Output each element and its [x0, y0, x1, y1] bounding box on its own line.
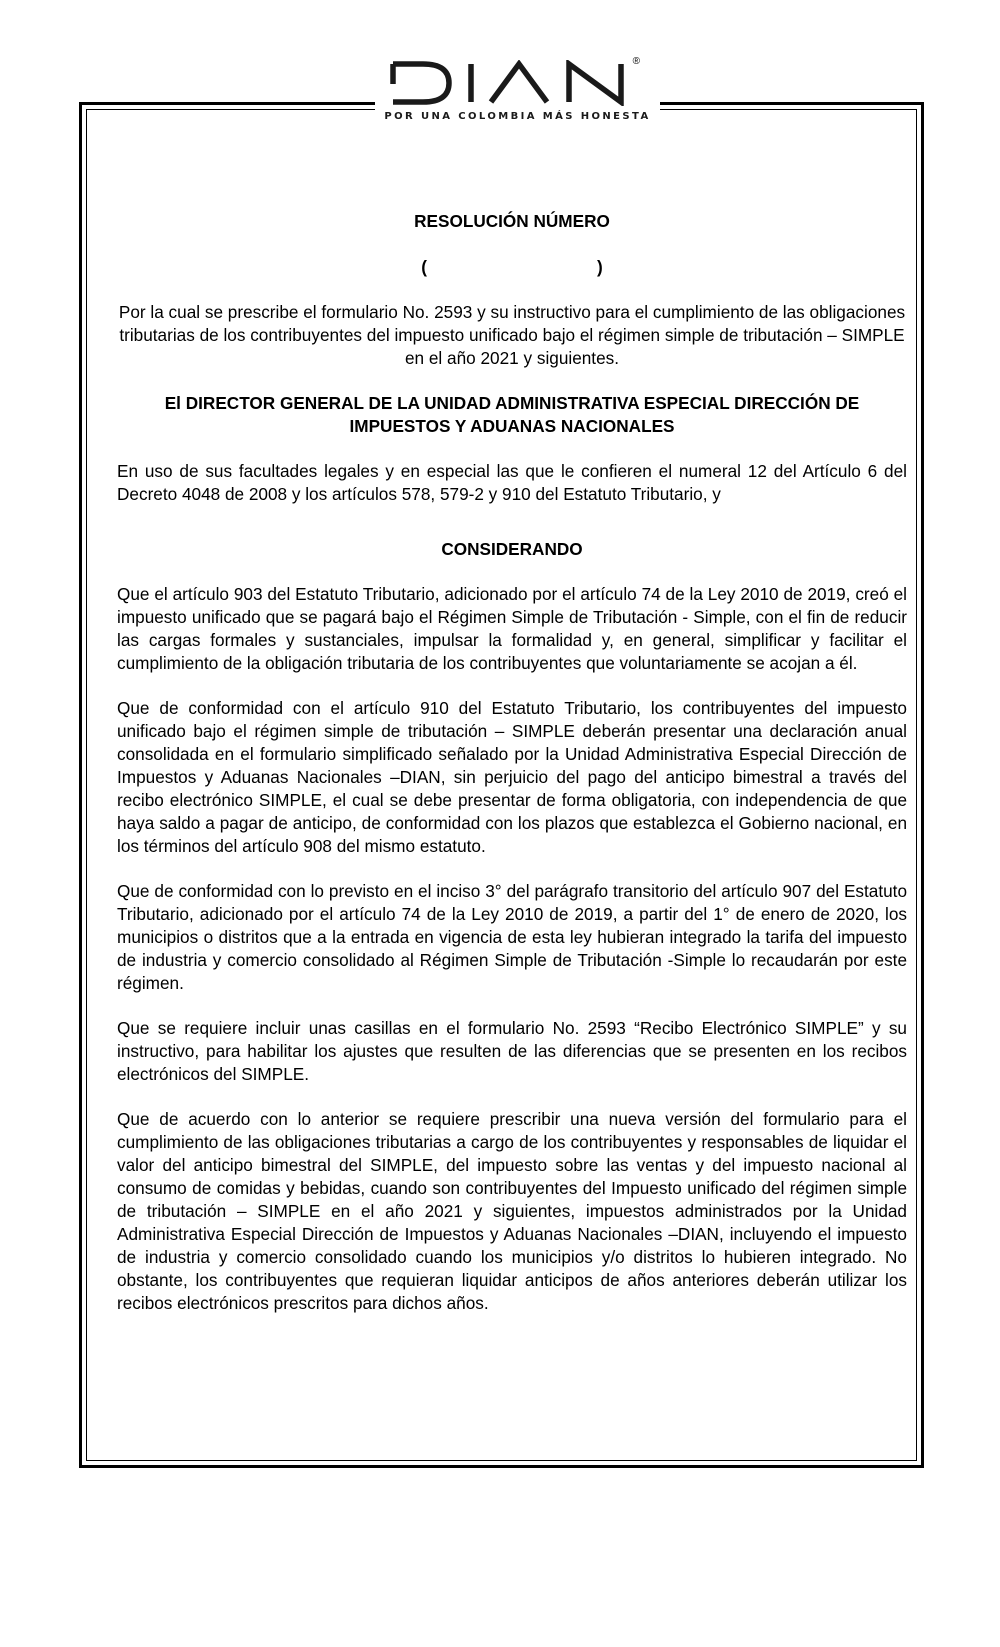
dian-wordmark-icon [389, 60, 647, 106]
logo-text: DIAN [388, 60, 391, 61]
document-body [117, 210, 907, 1315]
resolution-powers: En uso de sus facultades legales y en especial las que le confieren el numeral 12 del Artículo 6 del Decreto 4048 de 2008 y los artículos 578, 579-2 y 910 del Estatuto Tributario, y [117, 461, 907, 504]
logo-tagline: POR UNA COLOMBIA MÁS HONESTA [384, 111, 651, 122]
considering-paragraph-1: Que el artículo 903 del Estatuto Tributario, adicionado por el artículo 74 de la Ley 2010 de 2019, creó el impuesto unificado que se pagará bajo el Régimen Simple de Tributación - Simple, con el fin de reducir las cargas formales y sustanciales, impulsar la formalidad y, en general, simplificar y facilitar el cumplimiento de la obligación tributaria de los contribuyentes que voluntariamente se acojan a él. [117, 584, 907, 673]
dian-logo [375, 56, 660, 136]
considering-paragraph-5: Que de acuerdo con lo anterior se requiere prescribir una nueva versión del formulario para el cumplimiento de las obligaciones tributarias a cargo de los contribuyentes y responsables de liquidar el valor del anticipo bimestral del SIMPLE, del impuesto sobre las ventas y del impuesto nacional al consumo de comidas y bebidas, cuando son contribuyentes del Impuesto unificado del régimen simple de tributación – SIMPLE en el año 2021 y siguientes, impuestos administrados por la Unidad Administrativa Especial Dirección de Impuestos y Aduanas Nacionales –DIAN, incluyendo el impuesto de industria y comercio consolidado cuando los municipios y/o distritos lo hubieren integrado. No obstante, los contribuyentes que requieran liquidar anticipos de años anteriores deberán utilizar los recibos electrónicos prescritos para dichos años. [117, 1109, 907, 1313]
resolution-subject: Por la cual se prescribe el formulario No. 2593 y su instructivo para el cumplimiento de las obligaciones tributarias de los contribuyentes del impuesto unificado bajo el régimen simple de tributación – SIMPLE en el año 2021 y siguientes. [118, 302, 906, 368]
considering-paragraph-4: Que se requiere incluir unas casillas en el formulario No. 2593 “Recibo Electrónico SIMPLE” y su instructivo, para habilitar los ajustes que resulten de las diferencias que se presenten en los recibos electrónicos del SIMPLE. [117, 1018, 907, 1084]
considering-paragraph-3: Que de conformidad con lo previsto en el inciso 3° del parágrafo transitorio del artículo 907 del Estatuto Tributario, adicionado por el artículo 74 de la Ley 2010 de 2019, a partir del 1° de enero de 2020, los municipios o distritos que a la entrada en vigencia de esta ley hubieran integrado la tarifa del impuesto de industria y comercio consolidado al Régimen Simple de Tributación -Simple lo recaudarán por este régimen. [117, 881, 907, 993]
considering-paragraph-2: Que de conformidad con el artículo 910 del Estatuto Tributario, los contribuyentes del impuesto unificado bajo el régimen simple de tributación – SIMPLE deberán presentar una declaración anual consolidada en el formulario simplificado señalado por la Unidad Administrativa Especial Dirección de Impuestos y Aduanas Nacionales –DIAN, sin perjuicio del pago del anticipo bimestral a través del recibo electrónico SIMPLE, el cual se debe presentar de forma obligatoria, con independencia de que haya saldo a pagar de anticipo, de conformidad con los plazos que establezca el Gobierno nacional, en los términos del artículo 908 del mismo estatuto. [117, 698, 907, 856]
number-open-paren: ( [421, 257, 427, 277]
resolution-title: RESOLUCIÓN NÚMERO [414, 211, 610, 231]
considering-heading: CONSIDERANDO [441, 539, 583, 559]
resolution-number [117, 256, 907, 279]
registered-mark: ® [632, 56, 640, 67]
resolution-authority: El DIRECTOR GENERAL DE LA UNIDAD ADMINISTRATIVA ESPECIAL DIRECCIÓN DE IMPUESTOS Y ADUANAS NACIONALES [164, 393, 860, 436]
number-close-paren: ) [597, 257, 603, 277]
